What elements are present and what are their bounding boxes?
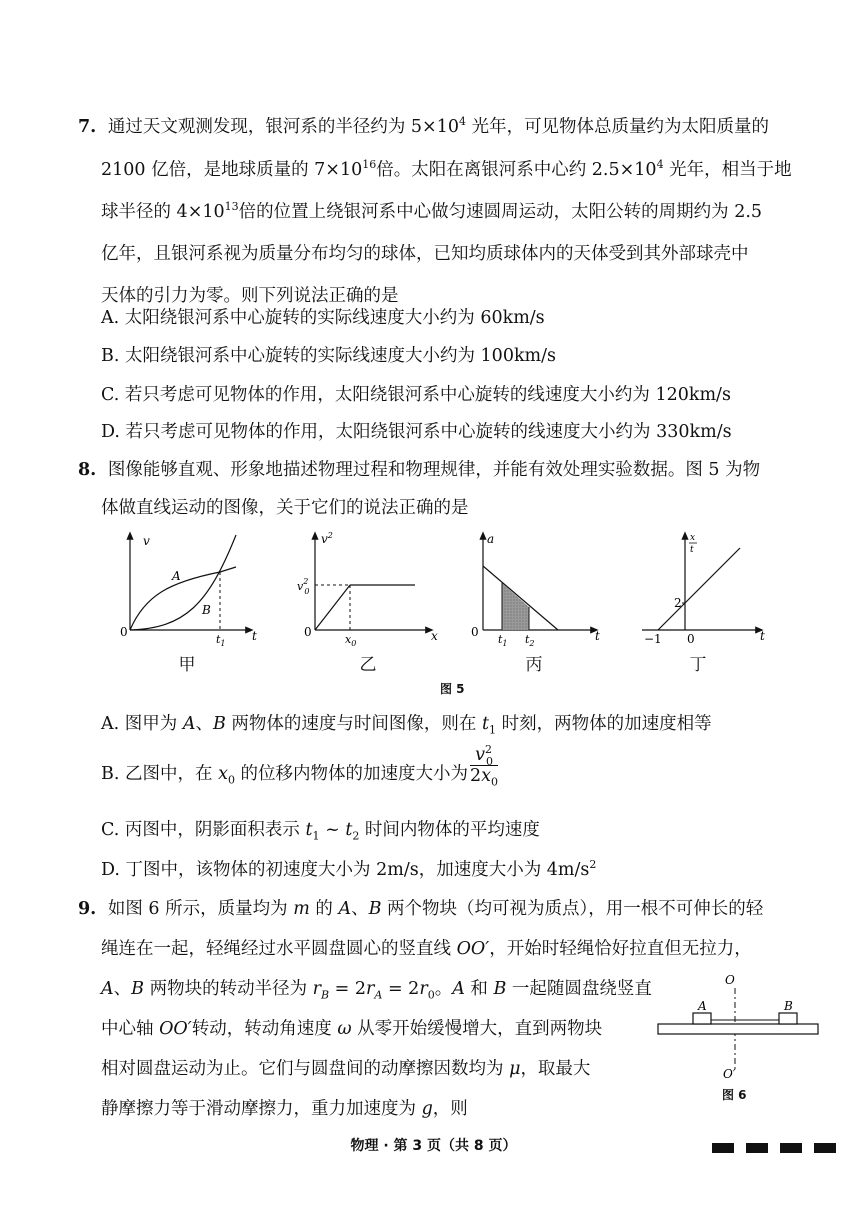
figure-5-caption: 图 5 xyxy=(440,682,465,696)
q7-line-4: 亿年，且银河系视为质量分布均匀的球体，已知均质球体内的天体受到其外部球壳中 xyxy=(101,244,749,264)
figure-6-block-b xyxy=(779,1013,797,1024)
print-mark xyxy=(712,1143,734,1153)
figure-5 xyxy=(110,530,770,670)
graph-yi xyxy=(297,531,438,648)
graph-ding-xlabel: t xyxy=(760,629,765,643)
q8-option-a: A. 图甲为 A、B 两物体的速度与时间图像，则在 $t_1$ 时刻，两物体的加速度相等 xyxy=(101,714,712,737)
q7-number: 7. xyxy=(78,117,97,137)
graph-bing-xlabel: t xyxy=(595,629,600,643)
graph-ding-two: 2 xyxy=(674,596,682,610)
print-mark xyxy=(780,1143,802,1153)
graph-bing-shaded-area xyxy=(502,583,529,630)
q9-line-2: 绳连在一起，轻绳经过水平圆盘圆心的竖直线 OO′，开始时轻绳恰好拉直但无拉力， xyxy=(101,939,752,959)
q7-option-c: C. 若只考虑可见物体的作用，太阳绕银河系中心旋转的线速度大小约为 120km/s xyxy=(101,385,731,405)
q7-line-5: 天体的引力为零。则下列说法正确的是 xyxy=(101,286,399,306)
q8-option-b: B. 乙图中，在 $x_0$ 的位移内物体的加速度大小为 $\frac{v^2_0}{2x_0}$ xyxy=(101,743,499,789)
graph-jia xyxy=(120,534,257,648)
graph-ding-ylabel-num: x xyxy=(690,533,696,543)
q9-line-6: 静摩擦力等于滑动摩擦力，重力加速度为 g，则 xyxy=(101,1099,468,1119)
graph-jia-label-a: A xyxy=(172,569,181,583)
graph-jia-ylabel: v xyxy=(143,534,150,548)
q9-line-5: 相对圆盘运动为止。它们与圆盘间的动摩擦因数均为 μ，取最大 xyxy=(101,1059,591,1079)
graph-bing-ylabel: a xyxy=(487,532,495,546)
q9-line-1: 9. 如图 6 所示，质量均为 m 的 A、B 两个物块（均可视为质点），用一根不可伸长的轻 xyxy=(78,899,764,919)
q7-line-3: 球半径的 $4\times 10^{13}$倍的位置上绕银河系中心做匀速圆周运动，太阳公转的周期约为 2.5 xyxy=(101,200,763,222)
graph-jia-origin: 0 xyxy=(120,625,128,639)
graph-bing-t2: $t_2$ xyxy=(525,633,535,648)
figure-label-ding: 丁 xyxy=(689,655,707,675)
q8-line-1: 8. 图像能够直观、形象地描述物理过程和物理规律，并能有效处理实验数据。图 5 为物 xyxy=(78,460,761,480)
q7-option-b: B. 太阳绕银河系中心旋转的实际线速度大小约为 100km/s xyxy=(101,346,557,366)
graph-yi-origin: 0 xyxy=(304,625,312,639)
graph-ding xyxy=(642,533,765,646)
graph-ding-neg1: −1 xyxy=(644,632,662,646)
figure-label-bing: 丙 xyxy=(525,655,543,675)
graph-jia-xlabel: t xyxy=(252,629,257,643)
graph-ding-ylabel-den: t xyxy=(690,545,694,555)
figure-6-label-a: A xyxy=(698,999,707,1013)
graph-jia-label-b: B xyxy=(202,603,211,617)
graph-bing-t1: $t_1$ xyxy=(498,633,508,648)
graph-ding-origin: 0 xyxy=(687,632,695,646)
graph-yi-v0-label: $v^2$ 0 xyxy=(297,577,310,596)
q8-option-b-fraction: $\frac{v^2_0}{2x_0}$ xyxy=(470,743,499,789)
q9-line-4: 中心轴 OO′转动，转动角速度 ω 从零开始缓慢增大，直到两物块 xyxy=(101,1019,603,1039)
figure-6-label-b: B xyxy=(784,999,793,1013)
figure-6-disk xyxy=(658,1024,818,1034)
figure-6-label-o-prime: O′ xyxy=(723,1067,736,1080)
print-mark xyxy=(746,1143,768,1153)
page-footer: 物理 · 第 3 页（共 8 页） xyxy=(350,1138,517,1154)
graph-yi-ylabel: $v^2$ xyxy=(321,531,333,546)
q9-number: 9. xyxy=(78,899,97,919)
q7-line-2: 2100 亿倍，是地球质量的 $7\times 10^{16}$倍。太阳在离银河系中心约 $2.5\times 10^4$ 光年，相当于地 xyxy=(101,158,792,180)
graph-bing xyxy=(471,532,600,648)
q7-option-d: D. 若只考虑可见物体的作用，太阳绕银河系中心旋转的线速度大小约为 330km/s xyxy=(101,422,732,442)
figure-6-label-o: O xyxy=(725,973,735,987)
q8-number: 8. xyxy=(78,460,97,480)
q8-line-2: 体做直线运动的图像，关于它们的说法正确的是 xyxy=(101,498,469,518)
figure-6-caption: 图 6 xyxy=(722,1088,747,1102)
figure-label-yi: 乙 xyxy=(359,655,377,675)
graph-yi-ramp xyxy=(315,585,350,630)
q8-option-c: C. 丙图中，阴影面积表示 $t_1$ ~ $t_2$ 时间内物体的平均速度 xyxy=(101,820,540,843)
graph-ding-line xyxy=(658,548,740,630)
figure-6-block-a xyxy=(693,1013,711,1024)
print-mark xyxy=(814,1143,836,1153)
graph-jia-t1: $t_1$ xyxy=(216,633,226,648)
q9-line-3: A、B 两物块的转动半径为 $r_B = 2r_A = 2r_0$。A 和 B 一起随圆盘绕竖直 xyxy=(101,979,652,1002)
graph-yi-xlabel: x xyxy=(431,629,438,643)
graph-yi-x0-label: $x_0$ xyxy=(345,633,357,648)
q7-line-1: 7. 通过天文观测发现，银河系的半径约为 $5\times 10^4$ 光年，可见物体总质量约为太阳质量的 xyxy=(78,115,770,137)
figure-6 xyxy=(655,970,825,1080)
figure-label-jia: 甲 xyxy=(178,655,196,675)
graph-bing-origin: 0 xyxy=(471,625,479,639)
q7-option-a: A. 太阳绕银河系中心旋转的实际线速度大小约为 60km/s xyxy=(101,308,545,328)
q8-option-d: D. 丁图中，该物体的初速度大小为 2m/s，加速度大小为 $4m/s^2$ xyxy=(101,858,597,880)
